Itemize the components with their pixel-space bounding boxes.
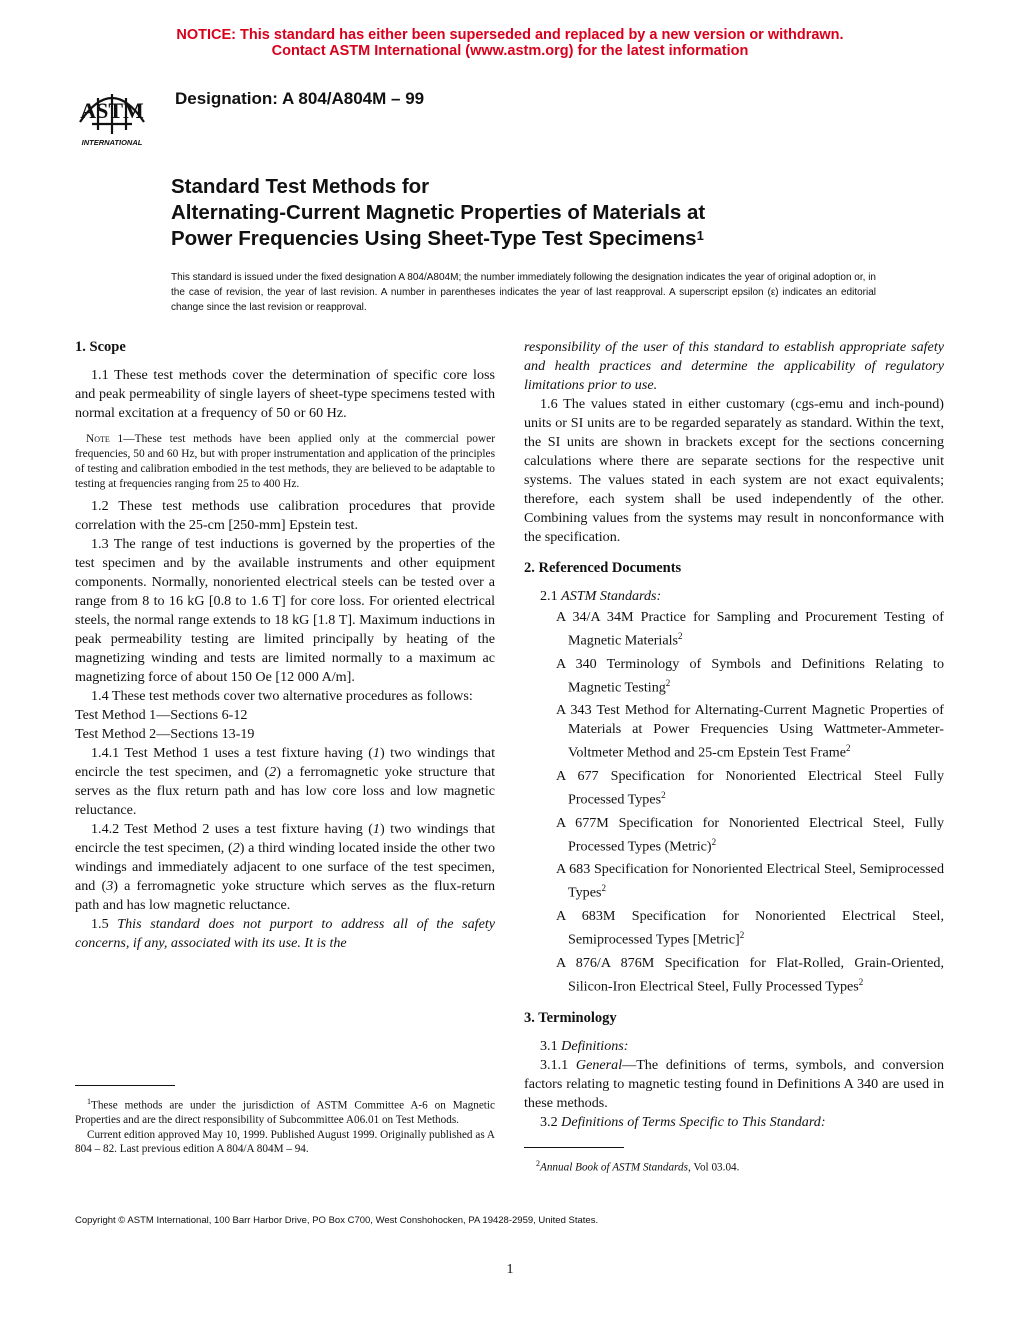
note-label: Note [86, 433, 110, 445]
paragraph-3-1: 3.1 Definitions: [540, 1037, 629, 1054]
notice-line-2: Contact ASTM International (www.astm.org) for the latest information [271, 43, 749, 59]
document-title [171, 174, 705, 252]
issuance-note: This standard is issued under the fixed designation A 804/A804M; the number immediately following the designation indicates the year of original adoption or, in the case of revision, the year of last revision. A number in parentheses indicates the year of last reapproval. A superscript epsilon (ε) indicates an editorial change since the last revision or reapproval. [171, 272, 876, 313]
paragraph-1-3: 1.3 The range of test inductions is governed by the properties of the test specimen and by the available instruments and other equipment components. Normally, nonoriented electrical steels can be tested over a range from 8 to 16 kG [0.8 to 1.6 T] for core loss. For oriented electrical steels, the normal range extends to 18 kG [1.8 T]. Maximum inductions in peak permeability testing are limited principally by heating of the magnetizing winding and tests are limited normally to a maximum ac magnetizing force of about 150 Oe [12 000 A/m]. [75, 536, 495, 685]
reference-item: A 683M Specification for Nonoriented Electrical Steel, Semiprocessed Types [Metric]$^2$ [556, 908, 944, 948]
reference-item: A 677 Specification for Nonoriented Electrical Steel Fully Processed Types$^2$ [556, 768, 944, 808]
astm-logo [62, 78, 162, 148]
reference-item: A 677M Specification for Nonoriented Electrical Steel, Fully Processed Types (Metric)$^2$ [556, 814, 944, 855]
note-1 [75, 432, 495, 492]
right-footnotes [524, 1147, 944, 1175]
reference-item: A 683 Specification for Nonoriented Electrical Steel, Semiprocessed Types$^2$ [556, 861, 944, 902]
test-method-2-line: Test Method 2—Sections 13-19 [75, 726, 255, 742]
paragraph-1-2: 1.2 These test methods use calibration procedures that provide correlation with the 25-cm [250-mm] Epstein test. [75, 498, 495, 533]
note-1-text: 1—These test methods have been applied only at the commercial power frequencies, 50 and 60 Hz, but with proper instrumentation and application of the principles of testing and calibration embodied in the test methods, they are believed to be adaptable to testing at frequencies ranging from 25 to 400 Hz. [75, 433, 495, 490]
test-method-1-line: Test Method 1—Sections 6-12 [75, 707, 248, 723]
title-footnote-mark: 1 [696, 228, 704, 243]
paragraph-1-1: 1.1 These test methods cover the determination of specific core loss and peak permeability of single layers of sheet-type specimens tested with normal excitation at a frequency of 50 or 60 Hz. [75, 367, 495, 421]
paragraph-1-6: 1.6 The values stated in either customary (cgs-emu and inch-pound) units or SI units are to be regarded separately as standard. Within the text, the SI units are shown in brackets except for the sections concerning calculations where there are separate sections for the respective unit systems. The values stated in each system are not exact equivalents; therefore, each system shall be used independently of the other. Combining values from the systems may result in nonconformance with the specification. [524, 396, 944, 545]
logo-subtitle: INTERNATIONAL [81, 138, 143, 147]
section-1-heading: 1. Scope [75, 339, 126, 355]
notice-banner [0, 27, 1020, 59]
title-line-3 [171, 226, 705, 252]
paragraph-1-4-1: 1.4.1 Test Method 1 uses a test fixture having (1) two windings that encircle the test specimen, and (2) a ferromagnetic yoke structure that serves as the flux return path and has low core loss and low magnetic reluctance. [75, 745, 495, 818]
paragraph-3-1-1: 3.1.1 General—The definitions of terms, symbols, and conversion factors relating to magnetic testing found in Definitions A 340 are used in these methods. [524, 1056, 944, 1111]
reference-item: A 34/A 34M Practice for Sampling and Procurement Testing of Magnetic Materials$^2$ [556, 609, 944, 649]
paragraph-2-1: 2.1 ASTM Standards: [540, 588, 662, 604]
reference-item: A 343 Test Method for Alternating-Current Magnetic Properties of Materials at Power Frequencies Using Wattmeter-Ammeter-Voltmeter Method and 25-cm Epstein Test Frame$^2$ [556, 702, 944, 762]
footnote-rule-right [524, 1147, 624, 1148]
title-line-1: Standard Test Methods for [171, 175, 430, 198]
paragraph-1-5-continued: responsibility of the user of this standard to establish appropriate safety and health practices and determine the applicability of regulatory limitations prior to use. [524, 339, 944, 393]
footnote-1-edition: Current edition approved May 10, 1999. Published August 1999. Originally published as A 804 – 82. Last previous edition A 804/A 804M – 94. [75, 1128, 495, 1156]
paragraph-3-2: 3.2 Definitions of Terms Specific to This Standard: [540, 1113, 826, 1130]
left-footnotes [75, 1085, 495, 1157]
copyright-line: Copyright © ASTM International, 100 Barr Harbor Drive, PO Box C700, West Conshohocken, PA 19428-2959, United States. [75, 1215, 599, 1226]
section-2-heading: 2. Referenced Documents [524, 560, 682, 576]
referenced-documents-list [524, 608, 944, 997]
notice-line-1: NOTICE: This standard has either been superseded and replaced by a new version or withdrawn. [176, 27, 844, 43]
footnote-2: $^2$Annual Book of ASTM Standards, Vol 03.04. [536, 1159, 740, 1174]
designation: Designation: A 804/A804M – 99 [175, 89, 425, 108]
footnote-1: $^1$These methods are under the jurisdiction of ASTM Committee A-6 on Magnetic Properties and are the direct responsibility of Subcommittee A06.01 on Test Methods. [75, 1097, 495, 1127]
right-column [524, 338, 944, 1132]
logo-letters: ASTM [80, 98, 144, 123]
title-line-2: Alternating-Current Magnetic Properties of Materials at [171, 201, 706, 224]
page-number: 1 [506, 1262, 514, 1277]
left-column [75, 338, 495, 953]
reference-item: A 876/A 876M Specification for Flat-Rolled, Grain-Oriented, Silicon-Iron Electrical Steel, Fully Processed Types$^2$ [556, 954, 944, 995]
footnote-rule [75, 1085, 175, 1086]
reference-item: A 340 Terminology of Symbols and Definitions Relating to Magnetic Testing$^2$ [556, 655, 944, 696]
paragraph-1-4: 1.4 These test methods cover two alternative procedures as follows: [91, 688, 473, 704]
title-line-3-text: Power Frequencies Using Sheet-Type Test Specimens [171, 227, 697, 250]
paragraph-1-4-2: 1.4.2 Test Method 2 uses a test fixture having (1) two windings that encircle the test specimen, (2) a third winding located inside the other two windings and immediately adjacent to one surface of the test specimen, and (3) a ferromagnetic yoke structure which serves as the flux-return path and has low magnetic reluctance. [75, 821, 495, 913]
section-3-heading: 3. Terminology [524, 1009, 617, 1026]
paragraph-1-5: 1.5 This standard does not purport to address all of the safety concerns, if any, associated with its use. It is the [75, 916, 496, 951]
